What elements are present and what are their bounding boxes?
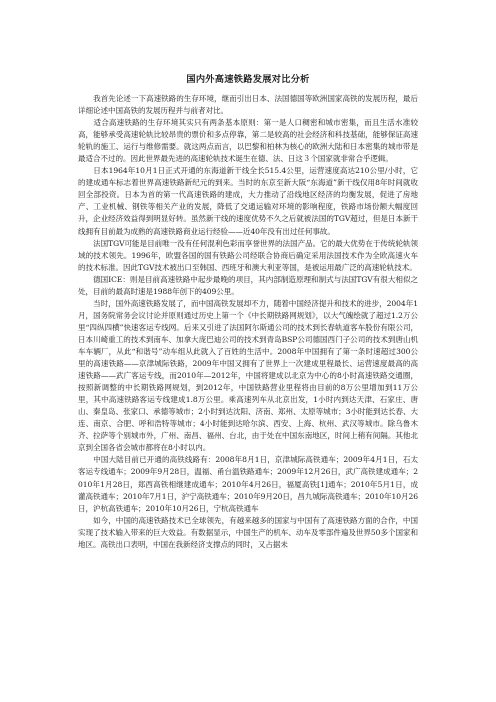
- paragraph-france: 法国TGV可能是目前唯一没有任何混利色彩而享誉世界的法国产品。它的最大优势在于传统轮轨领域的技术领先。1996年，欧盟各国的国有铁路公司经联合协商后确定采用法国技术作为全欧高速火车的技术标准。因此TGV技术被出口至韩国、西班牙和澳大利亚等国，是被运用最广泛的高速轮轨技术。: [78, 238, 418, 272]
- paragraph-environment: 适合高速铁路的生存环境其实只有两条基本原则：第一是人口稠密和城市密集，而且生活水准较高，能够承受高速轮轨比较昂贵的票价和多点停靠，第二是较高的社会经济和科技基础，能够保证高速轮轨的施工、运行与维修需要。就这两点而言，以巴黎和柏林为核心的欧洲大陆和日本密集的城市带是最适合不过的。因此世界最先进的高速轮轨技术诞生在德、法、日这３个国家就非常合乎逻辑。: [78, 118, 418, 164]
- paragraph-intro: 我首先论述一下高速铁路的生存环境，继而引出日本、法国德国等欧洲国家高铁的发展历程，最后详细论述中国高铁的发展历程并与前者对比。: [78, 94, 418, 116]
- paragraph-germany: 德国ICE：则是目前高速铁路中起步最晚的项目，其内部制造原理和制式与法国TGV有很大相似之处，目前的最高时速是1988年创下的409公里。: [78, 274, 418, 296]
- paragraph-japan: 日本1964年10月1日正式开通的东海道新干线全长515.4公里，运营速度高达210公里/小时，它的建成通车标志着世界高速铁路新纪元的到来。当时的东京至新大阪“东海道”新干线仅用8年时间就收回全部投资。日本为首的第一代高速铁路的建成，大力推动了沿线地区经济的均衡发展，促进了房地产、工业机械、钢铁等相关产业的发展，降低了交通运输对环境的影响程度，铁路市场份额大幅度回升，企业经济效益得到明显好转。虽然新干线的速度优势不久之后就被法国的TGV超过，但是日本新干线拥有目前最为成熟的高速铁路商业运行经验——近40年没有出过任何事故。: [78, 166, 418, 236]
- paragraph-china-lines: 中国大陆目前已开通的高铁线路有：2008年8月1日，京津城际高铁通车；2009年4月1日，石太客运专线通车；2009年9月28日，温福、甬台温铁路通车；2009年12月26日，武广高铁建成通车；2010年1月28日，郑西高铁相继建成通车；2010年4月26日，福厦高铁[1]通车；2010年5月1日，成灌高铁通车；2010年7月1日，沪宁高铁通车；2010年9月20日，昌九城际高铁通车；2010年10月26日，沪杭高铁通车；2010年10月26日，宁杭高铁通车: [78, 455, 418, 513]
- paragraph-china: 当时，国外高速铁路发展了，而中国高铁发展却不力，随着中国经济提升和技术的进步，2004年1月，国务院常务会议讨论并原则通过历史上第一个《中长期铁路网规划》，以大气魄绘就了超过1.2万公里“四纵四横”快速客运专线网。后来又引进了法国阿尔斯通公司的技术到长春轨道客车股份有限公司，日本川崎重工的技术到南车、加拿大庞巴迪公司的技术到青岛BSP公司德国西门子公司的技术到唐山机车车辆厂，从此“和谐号”动车组从此就入了百姓的生活中。2008年中国拥有了第一条时速超过300公里的高速铁路——京津城际铁路，2009年中国又拥有了世界上一次建成里程最长、运营速度最高的高速铁路——武广客运专线，而2010年—2012年，中国将建成以北京为中心的8小时高速铁路交通圈，按照新调整的中长期铁路网规划，到2012年，中国铁路营业里程将由目前的8万公里增加到11万公里，其中高速铁路客运专线建成1.8万公里。乘高速列车从北京出发，1小时内到达天津、石家庄、唐山、秦皇岛、张家口、承德等城市；2小时到达沈阳、济南、郑州、太原等城市；3小时能到达长春、大连、南京、合肥、呼和浩特等城市；4小时能到达哈尔滨、西安、上海、杭州、武汉等城市。除乌鲁木齐、拉萨等个别城市外，广州、南昌、福州、台北，由于处在中国东南地区，时间上稍有间隔。其他北京到全国各省会城市都将在8小时以内。: [78, 298, 418, 453]
- paragraph-conclusion: 如今，中国的高速铁路技术已全球领先，有越来越多的国家与中国有了高速铁路方面的合作，中国实现了技术输入带来的巨大效益。有数据显示，中国生产的机车、动车及零部件遍及世界50多个国家和地区。高铁出口表明，中国在我新经济支撑点的同时，又占据未: [78, 515, 418, 549]
- document-title: 国内外高速铁路发展对比分析: [186, 74, 310, 85]
